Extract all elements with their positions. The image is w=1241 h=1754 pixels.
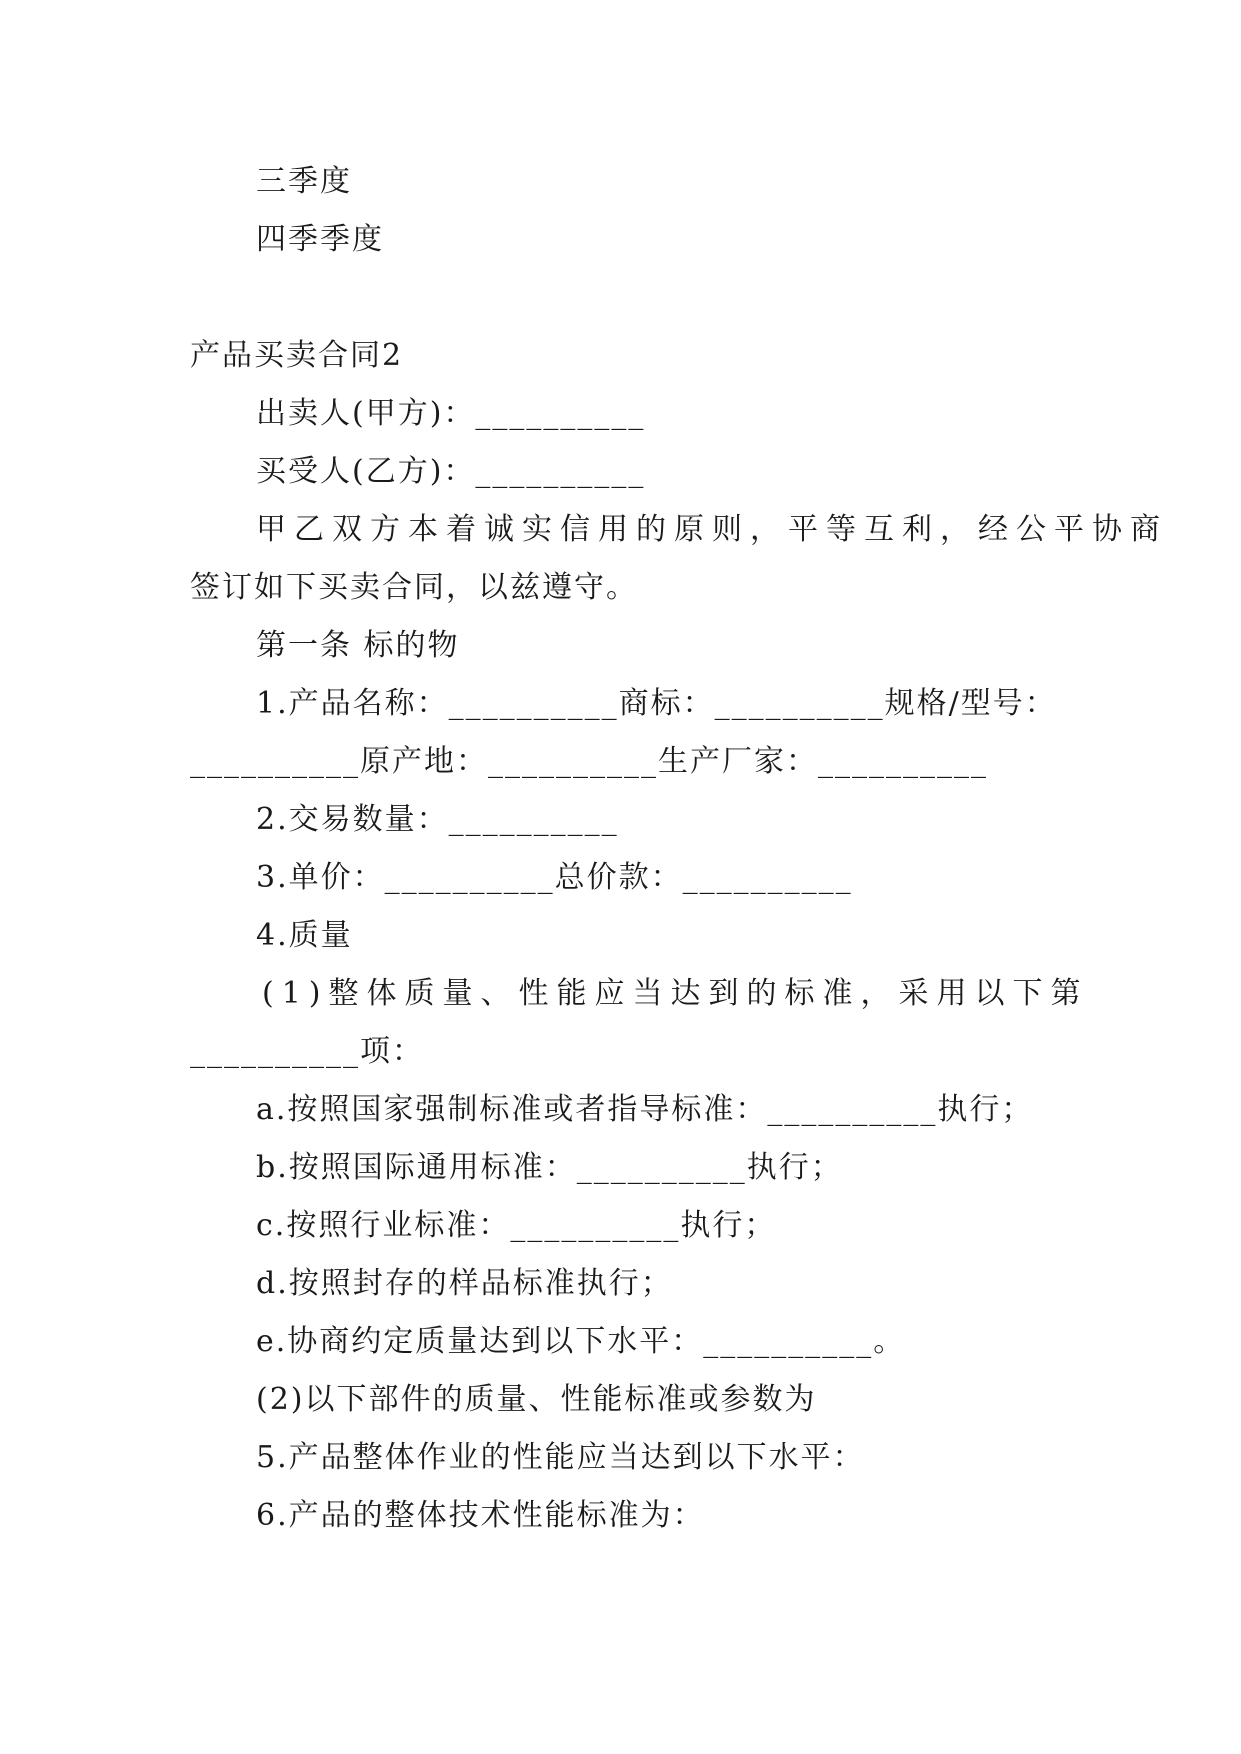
- text-line: 三季度: [256, 164, 352, 199]
- text-line: 3.单价：__________总价款：__________: [256, 860, 853, 895]
- text-line: 签订如下买卖合同，以兹遵守。: [190, 570, 638, 605]
- text-line: d.按照封存的样品标准执行；: [256, 1266, 673, 1301]
- text-line: 1.产品名称：__________商标：__________规格/型号：: [256, 686, 1057, 721]
- text-line: a.按照国家强制标准或者指导标准：__________执行；: [256, 1092, 1034, 1127]
- text-line: 甲乙双方本着诚实信用的原则，平等互利，经公平协商: [256, 512, 1168, 547]
- text-line: 四季季度: [256, 222, 384, 257]
- text-line: c.按照行业标准：__________执行；: [256, 1208, 777, 1243]
- article-heading: 第一条 标的物: [256, 628, 460, 663]
- text-line: 6.产品的整体技术性能标准为：: [256, 1498, 705, 1533]
- text-line: 4.质量: [256, 918, 353, 953]
- text-line: e.协商约定质量达到以下水平：__________。: [256, 1324, 906, 1359]
- text-line: __________项：: [190, 1034, 424, 1069]
- text-line: 5.产品整体作业的性能应当达到以下水平：: [256, 1440, 865, 1475]
- text-line: (1)整体质量、性能应当达到的标准，采用以下第: [262, 976, 1089, 1011]
- section-title: 产品买卖合同2: [190, 338, 404, 373]
- text-line: 2.交易数量：__________: [256, 802, 619, 837]
- text-line: (2)以下部件的质量、性能标准或参数为: [256, 1382, 817, 1417]
- text-line: __________原产地：__________生产厂家：__________: [190, 744, 988, 779]
- seller-line: 出卖人(甲方)：__________: [256, 396, 646, 431]
- text-line: b.按照国际通用标准：__________执行；: [256, 1150, 843, 1185]
- buyer-line: 买受人(乙方)：__________: [256, 454, 646, 489]
